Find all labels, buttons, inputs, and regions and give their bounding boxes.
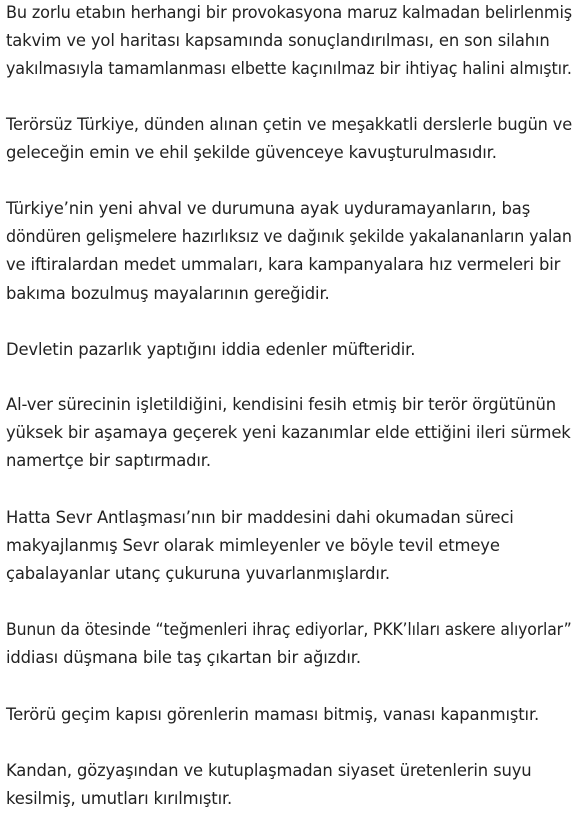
paragraph-line: bakıma bozulmuş mayalarının gereğidir. xyxy=(6,283,330,303)
paragraph-line: Türkiye’nin yeni ahval ve durumuna ayak uyduramayanların, baş xyxy=(6,199,531,218)
paragraph-line: Terörsüz Türkiye, dünden alınan çetin ve meşakkatli derslerle bugün ve xyxy=(6,115,573,134)
paragraph-line: yüksek bir aşamaya geçerek yeni kazanımlar elde ettiğini ileri sürmek xyxy=(6,423,571,443)
paragraph-5 xyxy=(6,391,572,476)
paragraph-line: takvim ve yol haritası kapsamında sonuçlandırılması, en son silahın xyxy=(6,31,550,51)
paragraph-2 xyxy=(6,111,572,167)
paragraph-line: Kandan, gözyaşından ve kutuplaşmadan siyaset üretenlerin suyu xyxy=(6,761,532,780)
paragraph-line: makyajlanmış Sevr olarak mimleyenler ve böyle tevil etmeye xyxy=(6,536,500,556)
paragraph-line: ve iftiralardan medet ummaları, kara kampanyalara hız vermeleri bir xyxy=(6,255,561,275)
paragraph-line: namertçe bir saptırmadır. xyxy=(6,451,211,471)
paragraph-line: geleceğin emin ve ehil şekilde güvenceye kavuşturulmasıdır. xyxy=(6,143,497,163)
paragraph-8 xyxy=(6,701,572,729)
paragraph-line: kesilmiş, umutları kırılmıştır. xyxy=(6,789,233,809)
paragraph-line: döndüren gelişmelere hazırlıksız ve dağınık şekilde yakalananların yalan xyxy=(6,227,572,247)
paragraph-3 xyxy=(6,195,572,308)
paragraph-line: Bu zorlu etabın herhangi bir provokasyona maruz kalmadan belirlenmiş xyxy=(6,3,573,22)
paragraph-line: Hatta Sevr Antlaşması’nın bir maddesini dahi okumadan süreci xyxy=(6,508,514,527)
paragraph-line: Terörü geçim kapısı görenlerin maması bitmiş, vanası kapanmıştır. xyxy=(6,705,540,724)
paragraph-1 xyxy=(6,0,572,84)
paragraph-7 xyxy=(6,616,572,672)
paragraph-line: Bunun da ötesinde “teğmenleri ihraç ediyorlar, PKK’lıları askere alıyorlar” xyxy=(6,620,572,639)
paragraph-line: iddiası düşmana bile taş çıkartan bir ağızdır. xyxy=(6,648,361,668)
paragraph-line: Al-ver sürecinin işletildiğini, kendisini fesih etmiş bir terör örgütünün xyxy=(6,395,556,414)
paragraph-line: Devletin pazarlık yaptığını iddia edenler müfteridir. xyxy=(6,340,416,359)
paragraph-9 xyxy=(6,757,572,813)
paragraph-6 xyxy=(6,504,572,589)
paragraph-4 xyxy=(6,336,572,364)
paragraph-line: yakılmasıyla tamamlanması elbette kaçınılmaz bir ihtiyaç halini almıştır. xyxy=(6,59,572,79)
paragraph-line: çabalayanlar utanç çukuruna yuvarlanmışlardır. xyxy=(6,564,390,584)
